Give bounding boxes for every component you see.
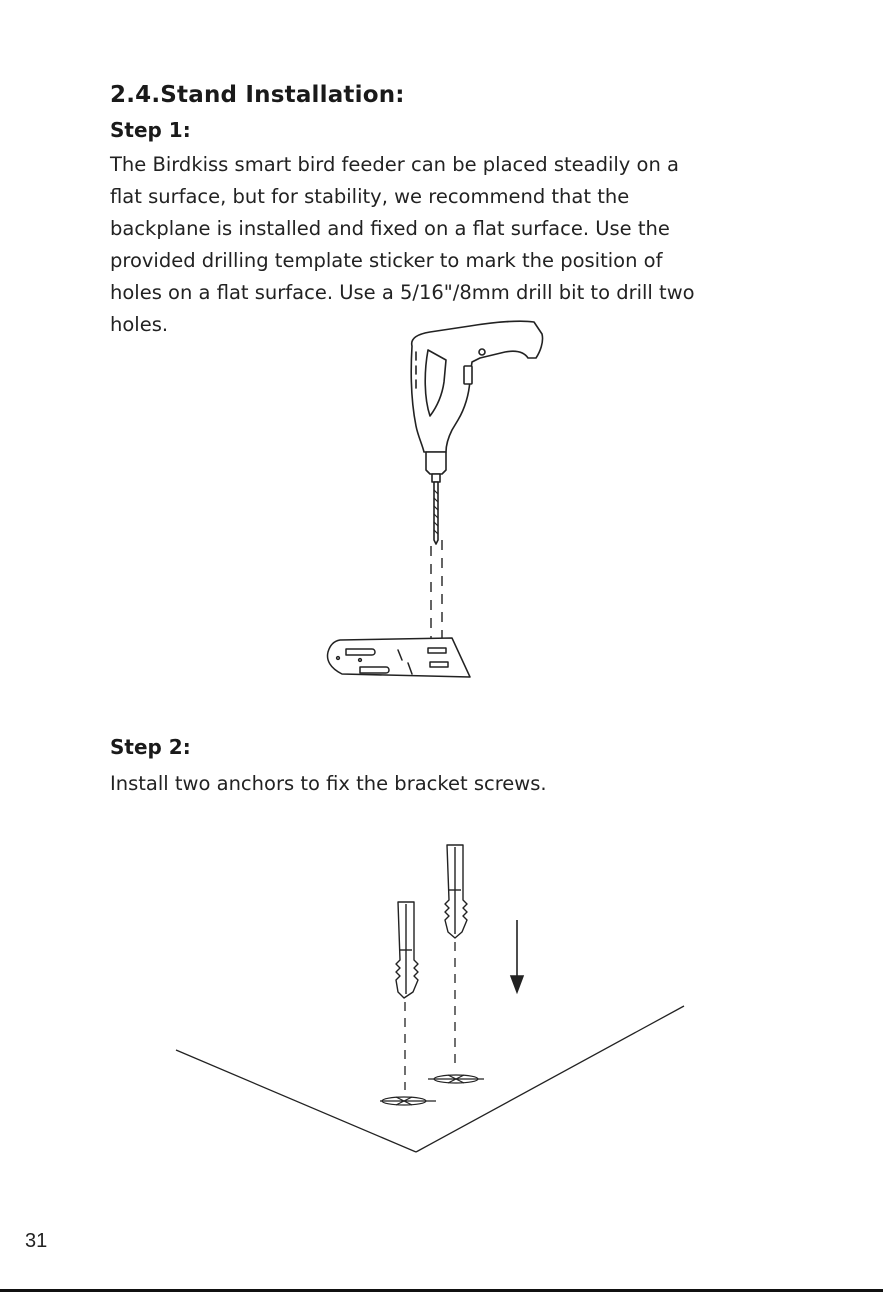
step1-line: holes on a flat surface. Use a 5/16"/8mm drill bit to drill two (110, 281, 695, 304)
down-arrow-icon (511, 920, 523, 992)
drilled-holes (380, 1075, 484, 1105)
step2-heading: Step 2: (110, 735, 191, 759)
step1-line: provided drilling template sticker to mark the position of (110, 249, 663, 272)
step1-line: flat surface, but for stability, we recommend that the (110, 185, 630, 208)
wall-anchor-right (445, 845, 467, 938)
wall-anchor-left (396, 902, 418, 998)
step1-heading: Step 1: (110, 118, 191, 142)
step2-instructions: Install two anchors to fix the bracket screws. (110, 772, 547, 795)
step1-line: The Birdkiss smart bird feeder can be placed steadily on a (110, 153, 679, 176)
page-number: 31 (25, 1230, 48, 1252)
step1-line: holes. (110, 313, 169, 336)
section-title: 2.4.Stand Installation: (110, 82, 405, 108)
step1-line: backplane is installed and fixed on a flat surface. Use the (110, 217, 670, 240)
